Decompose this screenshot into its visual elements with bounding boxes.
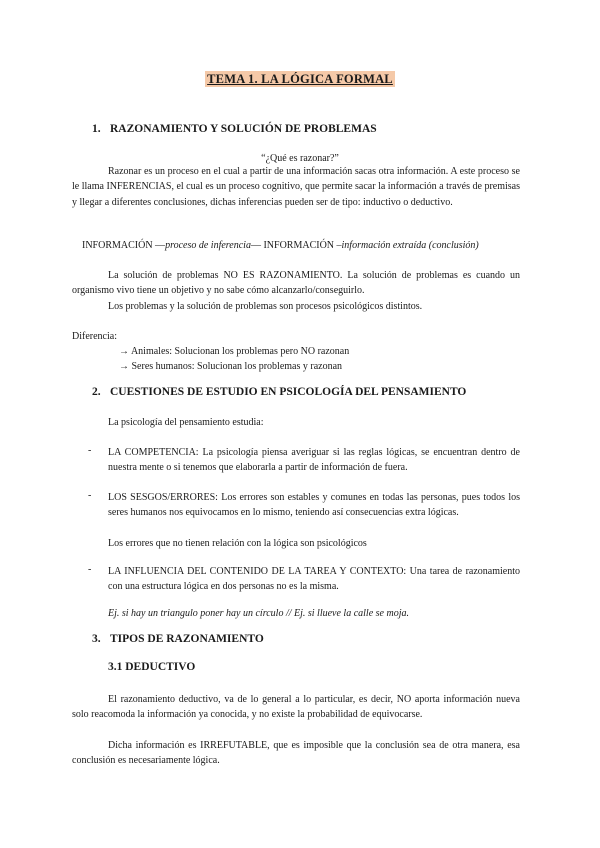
- formula-conclusion: información extraída (conclusión): [341, 240, 479, 251]
- section-1-title: RAZONAMIENTO Y SOLUCIÓN DE PROBLEMAS: [110, 123, 377, 135]
- section-3-paragraph-1: El razonamiento deductivo, va de lo general a lo particular, es decir, NO aporta información nueva solo reacomoda la información ya conocida, y no existe la probabilidad de equivocarse.: [72, 694, 520, 721]
- section-1-heading: [92, 123, 377, 135]
- example-line: Ej. si hay un triangulo poner hay un círculo // Ej. si llueve la calle se moja.: [108, 608, 409, 619]
- section-2-intro: La psicología del pensamiento estudia:: [108, 417, 264, 428]
- section-3-title: TIPOS DE RAZONAMIENTO: [110, 633, 264, 645]
- difference-label: Diferencia:: [72, 331, 117, 342]
- subsection-3-1-heading: 3.1 DEDUCTIVO: [108, 661, 196, 673]
- section-2-number: 2.: [92, 386, 101, 398]
- section-1-paragraph-3: Los problemas y la solución de problemas son procesos psicológicos distintos.: [108, 301, 423, 312]
- inference-formula: [82, 238, 479, 253]
- list-item-sesgos: LOS SESGOS/ERRORES: Los errores son estables y comunes en todas las personas, pues todos los seres humanos nos equivocamos en lo mismo, teniendo así consecuencias extra lógicas.: [108, 492, 520, 519]
- section-2-title: CUESTIONES DE ESTUDIO EN PSICOLOGÍA DEL PENSAMIENTO: [110, 386, 467, 398]
- list-item-competencia: LA COMPETENCIA: La psicología piensa averiguar si las reglas lógicas, se encuentran dentro de nuestra mente o si tenemos que elaborarla a partir de información de fuera.: [108, 447, 520, 474]
- page-title-text: TEMA 1. LA LÓGICA FORMAL: [207, 72, 393, 86]
- list-bullet: -: [88, 564, 92, 575]
- section-3-paragraph-2: Dicha información es IRREFUTABLE, que es imposible que la conclusión sea de otra manera, esa conclusión es necesariamente lógica.: [72, 740, 520, 767]
- list-item-sesgos-note: Los errores que no tienen relación con la lógica son psicológicos: [108, 538, 367, 549]
- formula-process: proceso de inferencia: [165, 240, 251, 251]
- difference-item-animals: → Animales: Solucionan los problemas pero NO razonan: [119, 346, 350, 357]
- list-bullet: -: [88, 490, 92, 501]
- list-bullet: -: [88, 445, 92, 456]
- section-1-paragraph-2: La solución de problemas NO ES RAZONAMIENTO. La solución de problemas es cuando un organismo vivo tiene un objetivo y no sabe cómo alcanzarlo/conseguirlo.: [72, 270, 520, 297]
- page-title: [0, 72, 600, 87]
- formula-info-end: — INFORMACIÓN –: [250, 240, 342, 251]
- section-3-heading: [92, 633, 264, 645]
- formula-info-start: INFORMACIÓN —: [82, 240, 166, 251]
- difference-item-humans: → Seres humanos: Solucionan los problemas y razonan: [119, 361, 343, 372]
- section-3-number: 3.: [92, 633, 101, 645]
- section-1-number: 1.: [92, 123, 101, 135]
- list-item-influencia: LA INFLUENCIA DEL CONTENIDO DE LA TAREA Y CONTEXTO: Una tarea de razonamiento con una estructura lógica en dos personas no es la misma.: [108, 566, 520, 593]
- section-2-heading: [92, 386, 466, 398]
- question-line: “¿Qué es razonar?”: [261, 153, 339, 164]
- section-1-paragraph-1: Razonar es un proceso en el cual a partir de una información sacas otra información. A este proceso se le llama INFERENCIAS, el cual es un proceso cognitivo, que permite sacar la información a través de premisas y llegar a diferentes conclusiones, dichas inferencias pueden ser de tipo: inductivo o deductivo.: [72, 166, 520, 208]
